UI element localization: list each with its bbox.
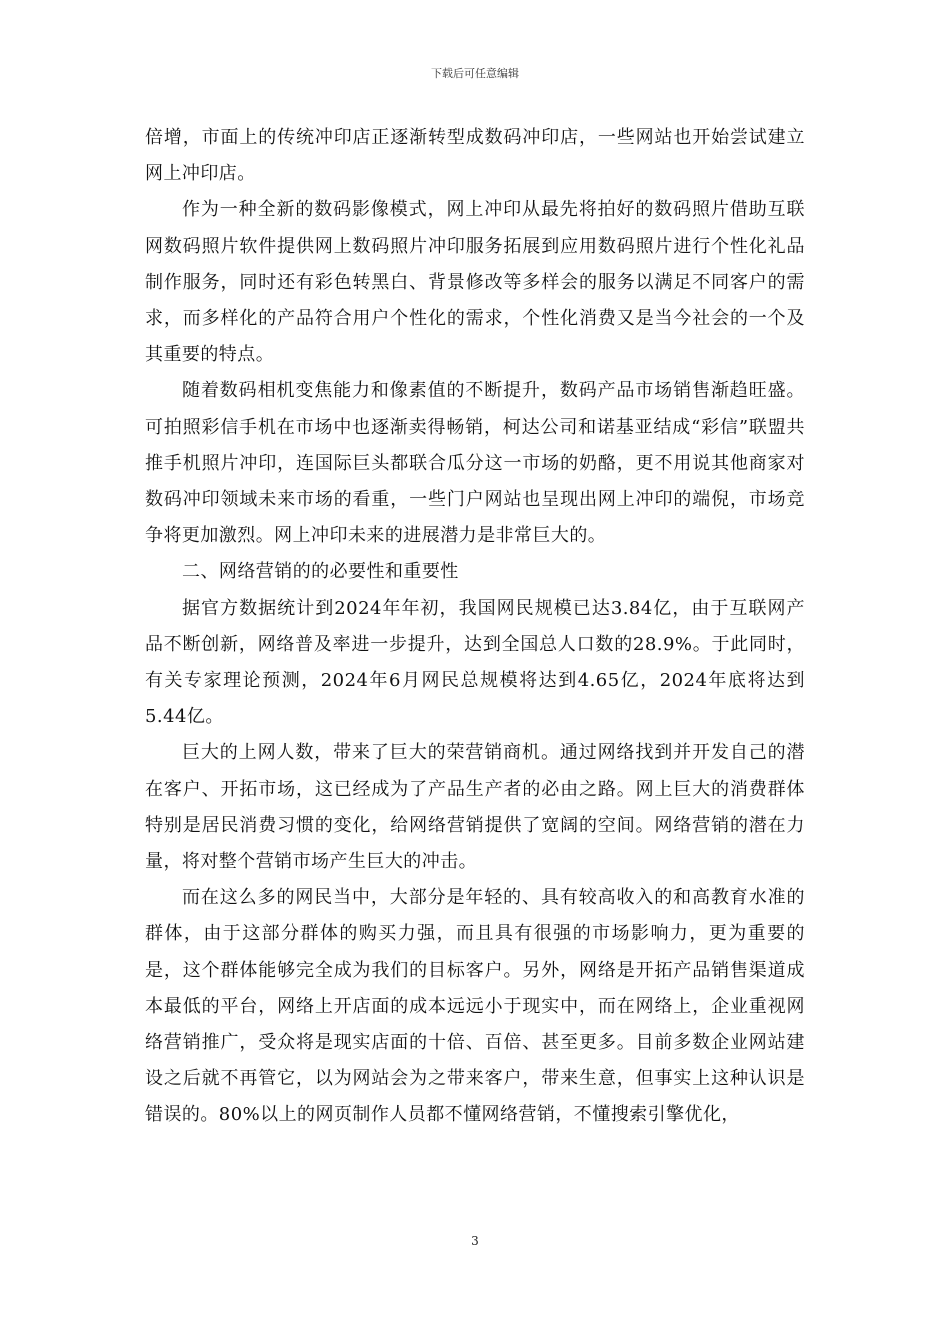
paragraph: 而在这么多的网民当中，大部分是年轻的、具有较高收入的和高教育水准的群体，由于这部分群体的购买力强，而且具有很强的市场影响力，更为重要的是，这个群体能够完全成为我们的目标客户。另外，网络是开拓产品销售渠道成本最低的平台，网络上开店面的成本远远小于现实中，而在网络上，企业重视网络营销推广，受众将是现实店面的十倍、百倍、甚至更多。目前多数企业网站建设之后就不再管它，以为网站会为之带来客户，带来生意，但事实上这种认识是错误的。80%以上的网页制作人员都不懂网络营销，不懂搜索引擎优化， (145, 887, 805, 1126)
paragraph: 作为一种全新的数码影像模式，网上冲印从最先将拍好的数码照片借助互联网数码照片软件提供网上数码照片冲印服务拓展到应用数码照片进行个性化礼品制作服务，同时还有彩色转黑白、背景修改等多样会的服务以满足不同客户的需求，而多样化的产品符合用户个性化的需求，个性化消费又是当今社会的一个及其重要的特点。 (145, 199, 805, 366)
paragraph-continuation: 倍增，市面上的传统冲印店正逐渐转型成数码冲印店，一些网站也开始尝试建立网上冲印店。 (145, 127, 805, 185)
document-body (145, 120, 805, 1134)
section-heading: 二、网络营销的的必要性和重要性 (182, 561, 459, 583)
paragraph: 巨大的上网人数，带来了巨大的荣营销商机。通过网络找到并开发自己的潜在客户、开拓市场，这已经成为了产品生产者的必由之路。网上巨大的消费群体特别是居民消费习惯的变化，给网络营销提供了宽阔的空间。网络营销的潜在力量，将对整个营销市场产生巨大的冲击。 (145, 742, 805, 873)
page-header: 下载后可任意编辑 (431, 67, 519, 80)
page-number: 3 (471, 1234, 479, 1248)
paragraph: 随着数码相机变焦能力和像素值的不断提升，数码产品市场销售渐趋旺盛。可拍照彩信手机在市场中也逐渐卖得畅销，柯达公司和诺基亚结成“彩信”联盟共推手机照片冲印，连国际巨头都联合瓜分这一市场的奶酪，更不用说其他商家对数码冲印领域未来市场的看重，一些门户网站也呈现出网上冲印的端倪，市场竞争将更加激烈。网上冲印未来的进展潜力是非常巨大的。 (145, 380, 805, 547)
paragraph: 据官方数据统计到2024年年初，我国网民规模已达3.84亿，由于互联网产品不断创新，网络普及率进一步提升，达到全国总人口数的28.9%。于此同时，有关专家理论预测，2024年6月网民总规模将达到4.65亿，2024年底将达到5.44亿。 (145, 597, 805, 728)
